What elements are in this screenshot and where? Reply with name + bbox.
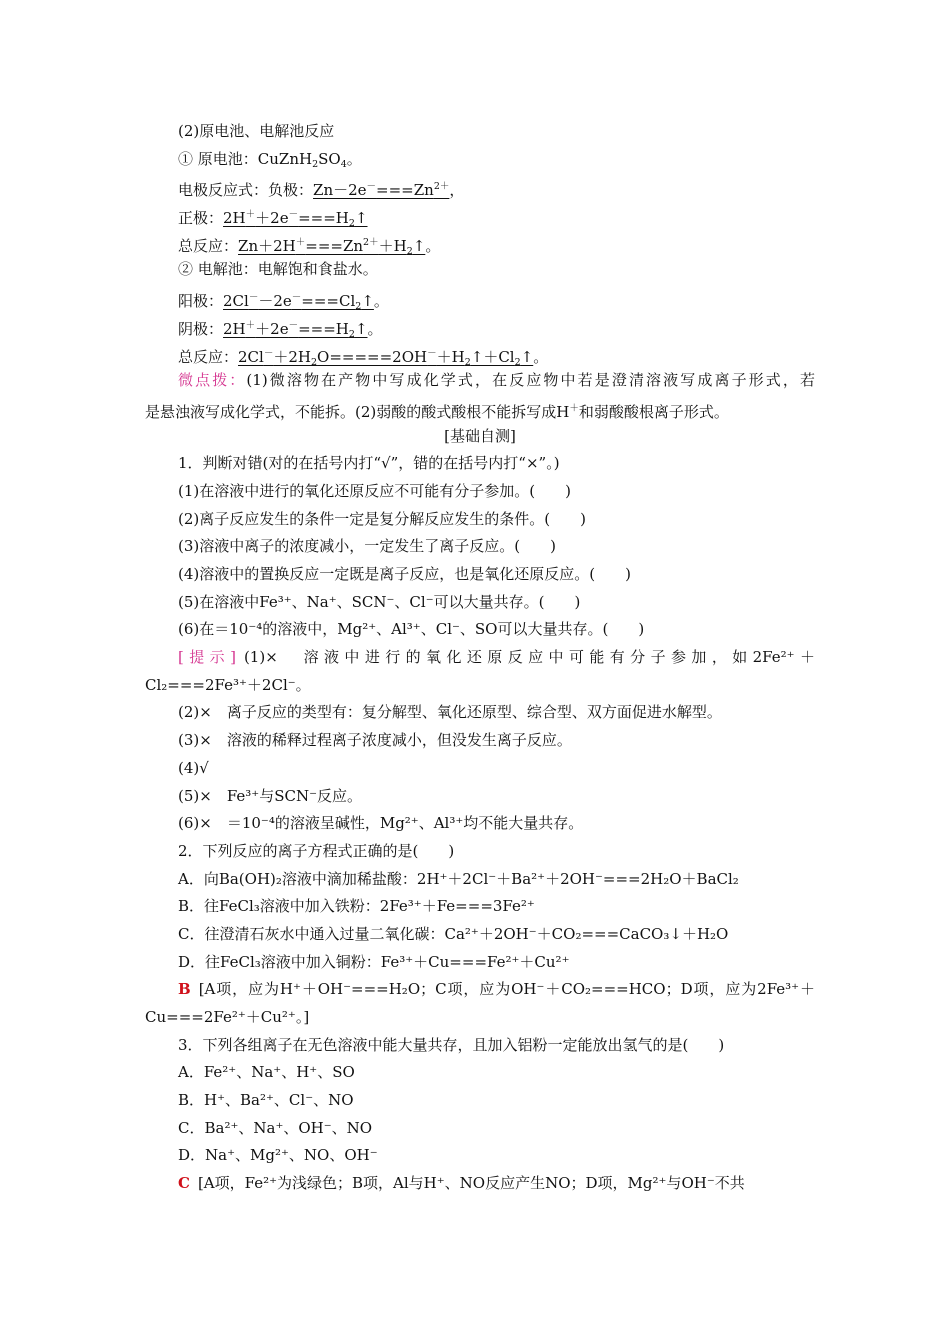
hint-item: (6)× ＝10⁻⁴的溶液呈碱性，Mg²⁺、Al³⁺均不能大量共存。 — [178, 814, 584, 833]
section-title: (2)原电池、电解池反应 — [178, 122, 335, 140]
electrolytic-total-line: 总反应：$2Cl^-+2H_2O=====2OH^-+H_2↑+Cl_2↑$。 — [178, 347, 549, 368]
galvanic-total-line: 总反应：$Zn+2H^+===Zn^{2+}+H_2↑$。 — [178, 236, 441, 257]
question-1-stem: 1．判断对错(对的在括号内打“√”，错的在括号内打“×”。) — [178, 454, 560, 473]
tip-line-1: 微点拨：(1)微溶物在产物中写成化学式，在反应物中若是澄清溶液写成离子形式，若 — [178, 371, 815, 390]
hint-item: (5)× Fe³⁺与SCN⁻反应。 — [178, 786, 363, 805]
tip-label: 微点拨： — [178, 371, 247, 390]
question-2-explanation-cont: Cu===2Fe²⁺＋Cu²⁺。] — [145, 1008, 310, 1026]
question-3-explanation: C [A项，Fe²⁺为浅绿色；B项，Al与H⁺、NO反应产生NO；D项，Mg²⁺与OH⁻不共 — [178, 1174, 745, 1193]
question-2-option: C．往澄清石灰水中通入过量二氧化碳：Ca²⁺＋2OH⁻＋CO₂===CaCO₃↓＋H₂O — [178, 924, 729, 943]
tip-line-2: 是悬浊液写成化学式，不能拆。(2)弱酸的酸式酸根不能拆写成H＋和弱酸酸根离子形式。 — [145, 402, 729, 421]
anode-line: 阳极：$2Cl^--2e^-===Cl_2↑$。 — [178, 292, 389, 313]
positive-electrode-answer: $2H^++2e^-===H_2↑$ — [223, 209, 368, 230]
cathode-answer: $2H^++2e^-===H_2↑$ — [223, 319, 368, 340]
hint-item: (4)√ — [178, 758, 209, 777]
electrolytic-total-answer: $2Cl^-+2H_2O=====2OH^-+H_2↑+Cl_2↑$ — [238, 347, 534, 368]
hint-item: (3)× 溶液的稀释过程离子浓度减小，但没发生离子反应。 — [178, 731, 572, 750]
question-2-option: A．向Ba(OH)₂溶液中滴加稀盐酸：2H⁺＋2Cl⁻＋Ba²⁺＋2OH⁻===2H₂O＋BaCl₂ — [178, 869, 739, 888]
galvanic-total-answer: $Zn+2H^+===Zn^{2+}+H_2↑$ — [238, 236, 426, 257]
question-3-option: B．H⁺、Ba²⁺、Cl⁻、NO — [178, 1091, 354, 1110]
question-3-option: A．Fe²⁺、Na⁺、H⁺、SO — [178, 1063, 355, 1082]
hint-label: [提示] — [178, 648, 236, 667]
question-1-item: (6)在＝10⁻⁴的溶液中，Mg²⁺、Al³⁺、Cl⁻、SO可以大量共存。( ) — [178, 620, 645, 639]
self-test-heading: [基础自测] — [444, 426, 516, 445]
negative-electrode-answer: $Zn-2e^-===Zn^{2+}$ — [313, 181, 450, 200]
question-1-item: (2)离子反应发生的条件一定是复分解反应发生的条件。( ) — [178, 509, 586, 528]
hint-item: (2)× 离子反应的类型有：复分解型、氧化还原型、综合型、双方面促进水解型。 — [178, 703, 722, 722]
question-3-stem: 3．下列各组离子在无色溶液中能大量共存，且加入铝粉一定能放出氢气的是( ) — [178, 1035, 725, 1054]
question-1-item: (3)溶液中离子的浓度减小，一定发生了离子反应。( ) — [178, 537, 556, 556]
anode-answer: $2Cl^--2e^-===Cl_2↑$ — [223, 292, 374, 313]
question-2-option: B．往FeCl₃溶液中加入铁粉：2Fe³⁺＋Fe===3Fe²⁺ — [178, 897, 535, 916]
question-2-option: D．往FeCl₃溶液中加入铜粉：Fe³⁺＋Cu===Fe²⁺＋Cu²⁺ — [178, 952, 570, 971]
electrolytic-cell-line: ② 电解池：电解饱和食盐水。 — [178, 260, 378, 279]
question-3-answer: C — [178, 1174, 190, 1193]
question-1-item: (1)在溶液中进行的氧化还原反应不可能有分子参加。( ) — [178, 481, 571, 500]
question-1-item: (4)溶液中的置换反应一定既是离子反应，也是氧化还原反应。( ) — [178, 565, 631, 583]
cathode-line: 阴极：$2H^++2e^-===H_2↑$。 — [178, 319, 383, 340]
positive-electrode-line: 正极：$2H^++2e^-===H_2↑$ — [178, 209, 368, 230]
negative-electrode-line: 电极反应式：负极：$Zn-2e^-===Zn^{2+}$， — [178, 181, 465, 200]
galvanic-cell-line: ① 原电池：$CuZnH_2SO_4$。 — [178, 149, 362, 170]
question-3-option: D．Na⁺、Mg²⁺、NO、OH⁻ — [178, 1146, 378, 1165]
question-2-stem: 2．下列反应的离子方程式正确的是( ) — [178, 841, 455, 860]
question-1-item: (5)在溶液中Fe³⁺、Na⁺、SCN⁻、Cl⁻可以大量共存。( ) — [178, 592, 581, 611]
hint-line-1-cont: Cl₂===2Fe³⁺＋2Cl⁻。 — [145, 675, 311, 694]
question-3-option: C．Ba²⁺、Na⁺、OH⁻、NO — [178, 1118, 373, 1137]
question-2-explanation: B [A项，应为H⁺＋OH⁻===H₂O；C项，应为OH⁻＋CO₂===HCO；D项，应为2Fe³⁺＋ — [178, 980, 815, 999]
hint-line-1: [提示] (1)× 溶液中进行的氧化还原反应中可能有分子参加，如2Fe²⁺＋ — [178, 648, 815, 667]
document-page — [145, 118, 815, 1198]
question-2-answer: B — [178, 980, 191, 999]
